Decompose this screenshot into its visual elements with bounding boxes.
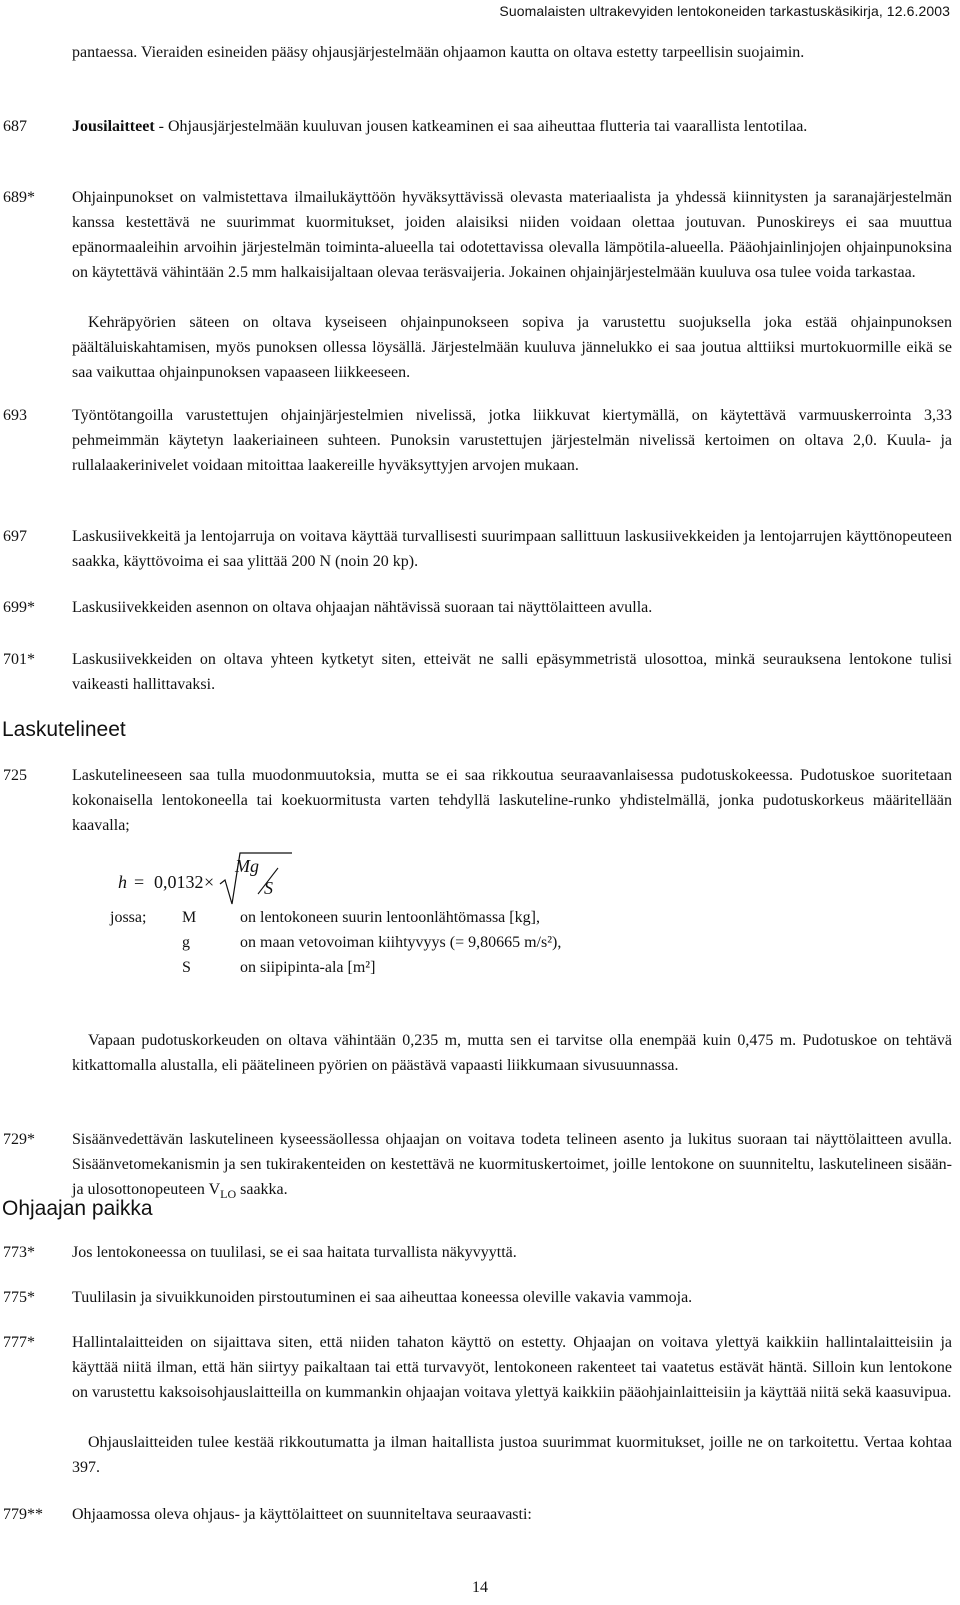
item-bold-term: Jousilaitteet	[72, 118, 155, 135]
item-text-tail: saakka.	[236, 1181, 288, 1198]
item-text-main: Sisäänvedettävän laskutelineen kyseessäollessa ohjaajan on voitava todeta telineen asento ja lukitus suoraan tai näyttölaitteen avulla. Sisäänvetomekanismin ja sen tukirakenteiden on kestettävä ne kuormituskertoimet, joille lentokone on suunniteltu, laskutelineen sisään- ja ulosottonopeuteen V	[72, 1131, 952, 1198]
item-text-continued: Vapaan pudotuskorkeuden on oltava vähintään 0,235 m, mutta sen ei tarvitse olla enempää kuin 0,475 m. Pudotuskoe on tehtävä kitkattomalla alustalla, eli päätelineen pyörien on päästävä vapaasti liikkumaan sivusuunnassa.	[72, 1032, 952, 1074]
item-text-continued: Ohjauslaitteiden tulee kestää rikkoutumatta ja ilman haitallista justoa suurimmat kuormitukset, joille ne on tarkoitettu. Vertaa kohtaa 397.	[72, 1434, 952, 1476]
variable-description: on maan vetovoiman kiihtyvyys (= 9,80665 m/s²),	[240, 934, 562, 951]
continuation-text: pantaessa. Vieraiden esineiden pääsy ohjausjärjestelmään ohjaamon kautta on oltava estetty tarpeellisin suojaimin.	[72, 44, 805, 61]
item-number: 701*	[3, 651, 35, 668]
item-text-continued: Kehräpyörien säteen on oltava kyseiseen ohjainpunokseen sopiva ja varustettu suojuksella joka estää ohjainpunoksen päältäluiskahtamisen, myös punoksen ollessa löysällä. Järjestelmään kuuluva jännelukko ei saa joutua alttiiksi murtokuormille eikä se saa vaikuttaa ohjainpunoksen vapaaseen liikkeeseen.	[72, 314, 952, 381]
formula-numerator: Mg	[235, 856, 259, 876]
variable-symbol: M	[182, 909, 197, 926]
formula-times: ×	[204, 872, 215, 892]
formula-denominator: S	[264, 878, 273, 898]
formula-equals: =	[134, 872, 145, 892]
item-text-rest: - Ohjausjärjestelmään kuuluvan jousen katkeaminen ei saa aiheuttaa flutteria tai vaarallista lentotilaa.	[154, 118, 808, 135]
item-number: 777*	[3, 1334, 35, 1351]
item-number: 697	[3, 528, 27, 545]
formula-constant: 0,0132	[154, 872, 204, 892]
item-text: Laskusiivekkeiden on oltava yhteen kytketyt siten, etteivät ne salli epäsymmetristä ulosottoa, minkä seurauksena lentokone tulisi vaikeasti hallittavaksi.	[72, 651, 952, 693]
page-number: 14	[472, 1579, 488, 1596]
variable-description: on lentokoneen suurin lentoonlähtömassa [kg],	[240, 909, 540, 926]
item-number: 693	[3, 407, 27, 424]
drop-height-formula	[118, 850, 318, 910]
item-text: Laskusiivekkeitä ja lentojarruja on voitava käyttää turvallisesti suurimpaan sallittuun laskusiivekkeiden ja lentojarrujen käyttönopeuteen saakka, käyttövoima ei saa ylittää 200 N (noin 20 kp).	[72, 528, 952, 570]
item-number: 779**	[3, 1506, 43, 1523]
item-text	[72, 1127, 952, 1207]
item-text: Laskutelineeseen saa tulla muodonmuutoksia, mutta se ei saa rikkoutua seuraavanlaisessa pudotuskokeessa. Pudotuskoe suoritetaan kokonaisella lentokoneella tai koekuormitusta varten tehdyllä laskuteline-runko yhdistelmällä, jonka pudotuskorkeus määritellään kaavalla;	[72, 767, 952, 834]
item-number: 725	[3, 767, 27, 784]
formula-h: h	[118, 872, 127, 892]
item-number: 687	[3, 118, 27, 135]
variable-symbol: S	[182, 959, 191, 976]
item-number: 775*	[3, 1289, 35, 1306]
section-heading-landing-gear: Laskutelineet	[2, 718, 126, 741]
item-text: Jos lentokoneessa on tuulilasi, se ei saa haitata turvallista näkyvyyttä.	[72, 1244, 517, 1261]
item-text: Laskusiivekkeiden asennon on oltava ohjaajan nähtävissä suoraan tai näyttölaitteen avulla.	[72, 599, 653, 616]
item-number: 699*	[3, 599, 35, 616]
page-header: Suomalaisten ultrakevyiden lentokoneiden tarkastuskäsikirja, 12.6.2003	[499, 3, 950, 19]
item-number: 729*	[3, 1131, 35, 1148]
variable-label: jossa;	[110, 909, 147, 926]
item-number: 689*	[3, 189, 35, 206]
item-text: Ohjaamossa oleva ohjaus- ja käyttölaitteet on suunniteltava seuraavasti:	[72, 1506, 532, 1523]
item-text: Tuulilasin ja sivuikkunoiden pirstoutuminen ei saa aiheuttaa koneessa oleville vakavia vammoja.	[72, 1289, 693, 1306]
variable-symbol: g	[182, 934, 190, 951]
section-heading-pilot-seat: Ohjaajan paikka	[2, 1197, 153, 1220]
item-number: 773*	[3, 1244, 35, 1261]
item-text	[72, 114, 952, 139]
variable-description: on siipipinta-ala [m²]	[240, 959, 376, 976]
item-text: Työntötangoilla varustettujen ohjainjärjestelmien nivelissä, jotka liikkuvat kiertymällä, on käytettävä varmuuskerrointa 3,33 pehmeimmän käytetyn laakeriaineen suhteen. Punoksin varustettujen järjestelmän nivelissä kertoimen on oltava 2,0. Kuula- ja rullalaakerinivelet voidaan mitoittaa laakereille hyväksyttyjen arvojen mukaan.	[72, 407, 952, 474]
item-text: Hallintalaitteiden on sijaittava siten, että niiden tahaton käyttö on estetty. Ohjaajan on voitava ylettyä kaikkiin hallintalaitteisiin ja käyttää niitä ilman, että hän siirtyy paikaltaan tai että turvavyöt, lentokoneen rakenteet tai vaatetus estävät häntä. Silloin kun lentokone on varustettu kaksoisohjauslaitteilla on kummankin ohjaajan voitava ylettyä kaikkiin pääohjainlaitteisiin ja käyttää niitä sekä kaasuvipua.	[72, 1334, 952, 1401]
item-text: Ohjainpunokset on valmistettava ilmailukäyttöön hyväksyttävissä olevasta materiaalista ja yhdessä kiinnitysten ja saranajärjestelmän kanssa kestettävä ne suurimmat kuormitukset, joiden alaisiksi niiden voidaan olettaa joutuvan. Punoskireys ei saa muuttua epänormaaleihin arvoihin järjestelmän toiminta-alueella tai odotettavissa olevalla lämpötila-alueella. Pääohjainlinjojen ohjainpunoksina on käytettävä vähintään 2.5 mm halkaisijaltaan olevaa teräsvaijeria. Jokainen ohjainjärjestelmään kuuluva osa tulee voida tarkastaa.	[72, 189, 952, 281]
subscript-lo: LO	[220, 1187, 237, 1202]
